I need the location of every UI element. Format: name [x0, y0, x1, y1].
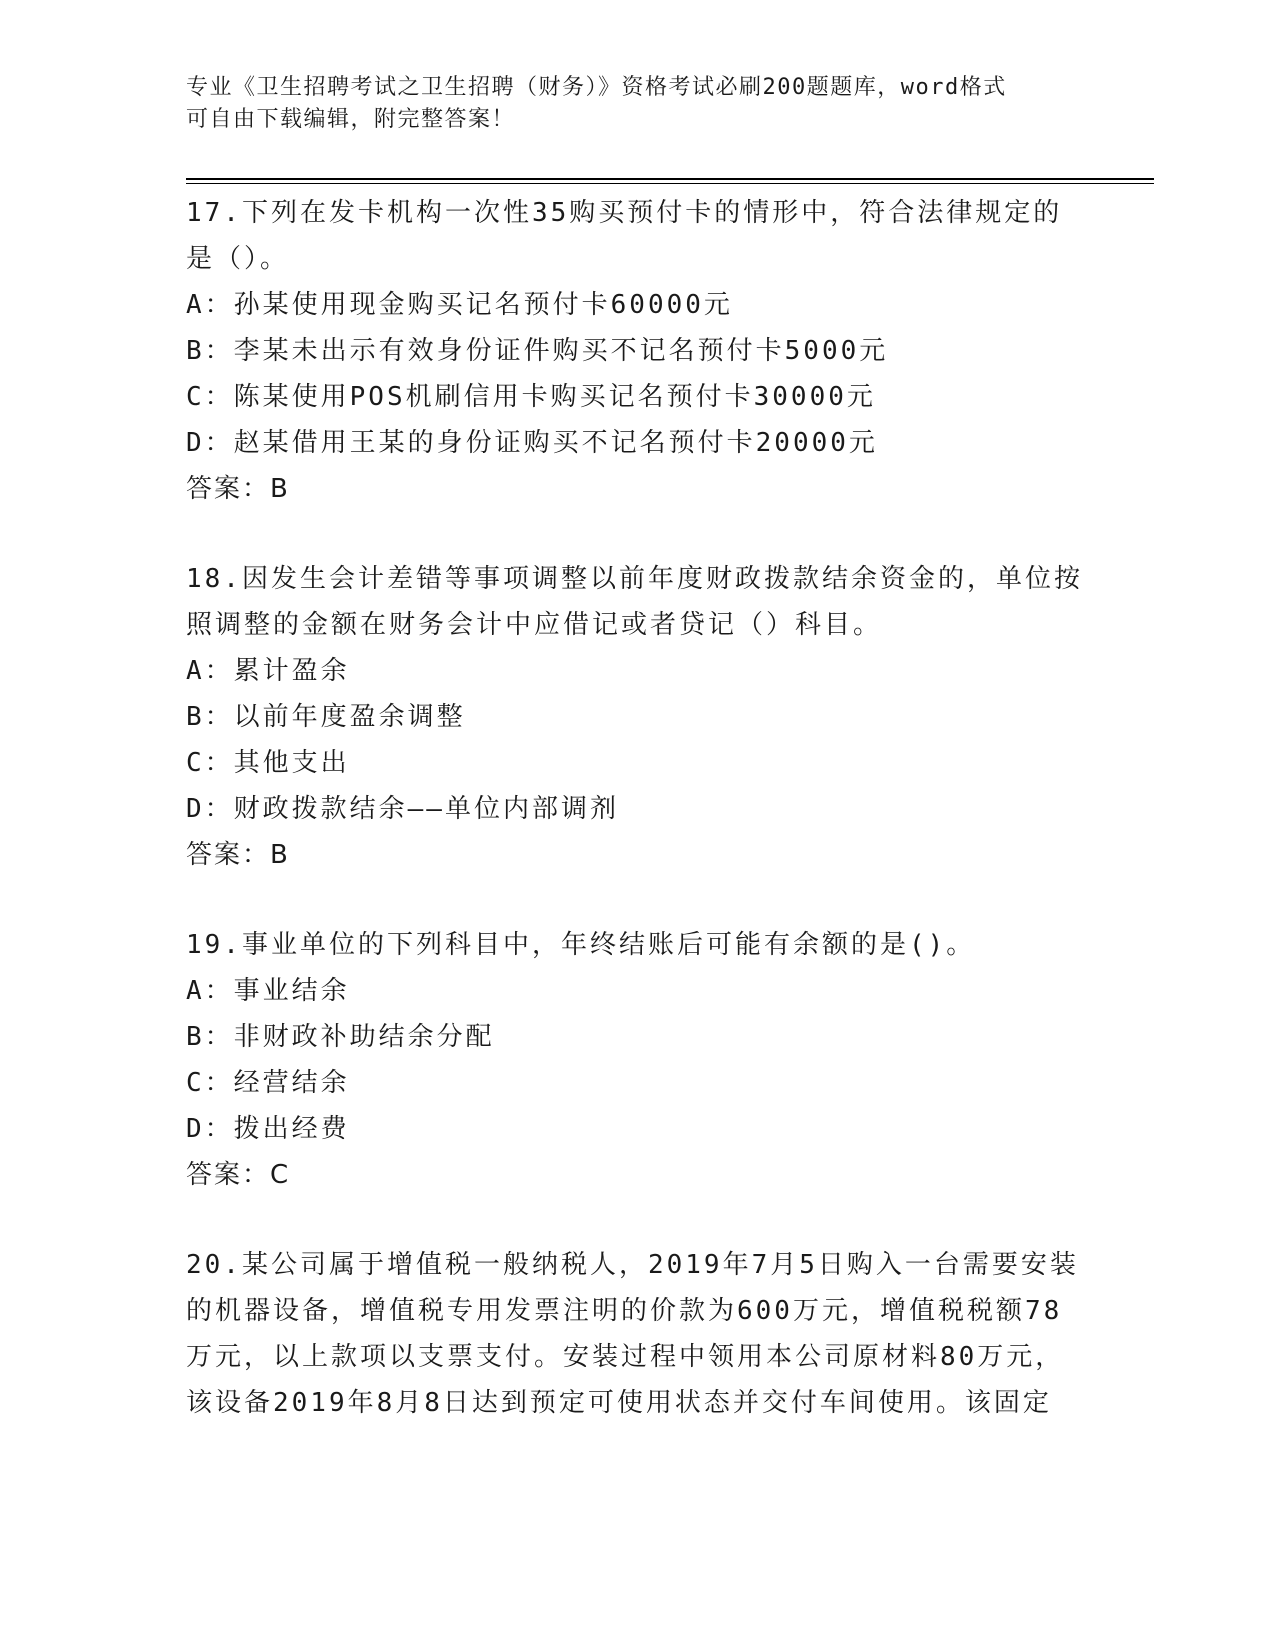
spacer — [186, 1198, 1086, 1242]
header-divider-thin — [186, 183, 1154, 184]
question-20 — [186, 1242, 1086, 1426]
option-a: A：孙某使用现金购买记名预付卡60000元 — [186, 290, 733, 320]
question-stem-line: 照调整的金额在财务会计中应借记或者贷记（）科目。 — [186, 610, 883, 640]
question-stem-line: 19.事业单位的下列科目中，年终结账后可能有余额的是()。 — [186, 930, 976, 960]
question-stem-line: 万元，以上款项以支票支付。安装过程中领用本公司原材料80万元， — [186, 1342, 1065, 1372]
header-divider-thick — [186, 178, 1154, 180]
option-b: B：以前年度盈余调整 — [186, 702, 466, 732]
question-stem-line: 该设备2019年8月8日达到预定可使用状态并交付车间使用。该固定 — [186, 1388, 1052, 1418]
option-b: B：李某未出示有效身份证件购买不记名预付卡5000元 — [186, 336, 889, 366]
header-line-2: 可自由下载编辑，附完整答案！ — [186, 107, 516, 132]
option-c: C：其他支出 — [186, 748, 350, 778]
question-stem-line: 的机器设备，增值税专用发票注明的价款为600万元，增值税税额78 — [186, 1296, 1063, 1326]
question-17 — [186, 190, 1086, 512]
question-stem-line: 17.下列在发卡机构一次性35购买预付卡的情形中，符合法律规定的 — [186, 198, 1063, 228]
spacer — [186, 512, 1086, 556]
option-a: A：累计盈余 — [186, 656, 350, 686]
question-stem-line: 20.某公司属于增值税一般纳税人，2019年7月5日购入一台需要安装 — [186, 1250, 1079, 1280]
option-d: D：财政拨款结余——单位内部调剂 — [186, 794, 619, 824]
question-stem-line: 是（）。 — [186, 244, 290, 274]
option-d: D：赵某借用王某的身份证购买不记名预付卡20000元 — [186, 428, 878, 458]
answer-label: 答案：C — [186, 1160, 291, 1190]
header-line-1: 专业《卫生招聘考试之卫生招聘（财务）》资格考试必刷200题题库，word格式 — [186, 75, 1007, 100]
question-list — [186, 190, 1086, 1426]
document-header — [186, 72, 1066, 136]
question-19 — [186, 922, 1086, 1198]
option-a: A：事业结余 — [186, 976, 350, 1006]
spacer — [186, 878, 1086, 922]
option-d: D：拨出经费 — [186, 1114, 350, 1144]
answer-label: 答案：B — [186, 840, 290, 870]
answer-label: 答案：B — [186, 474, 290, 504]
option-c: C：经营结余 — [186, 1068, 350, 1098]
option-b: B：非财政补助结余分配 — [186, 1022, 495, 1052]
question-18 — [186, 556, 1086, 878]
question-stem-line: 18.因发生会计差错等事项调整以前年度财政拨款结余资金的，单位按 — [186, 564, 1083, 594]
option-c: C：陈某使用POS机刷信用卡购买记名预付卡30000元 — [186, 382, 876, 412]
